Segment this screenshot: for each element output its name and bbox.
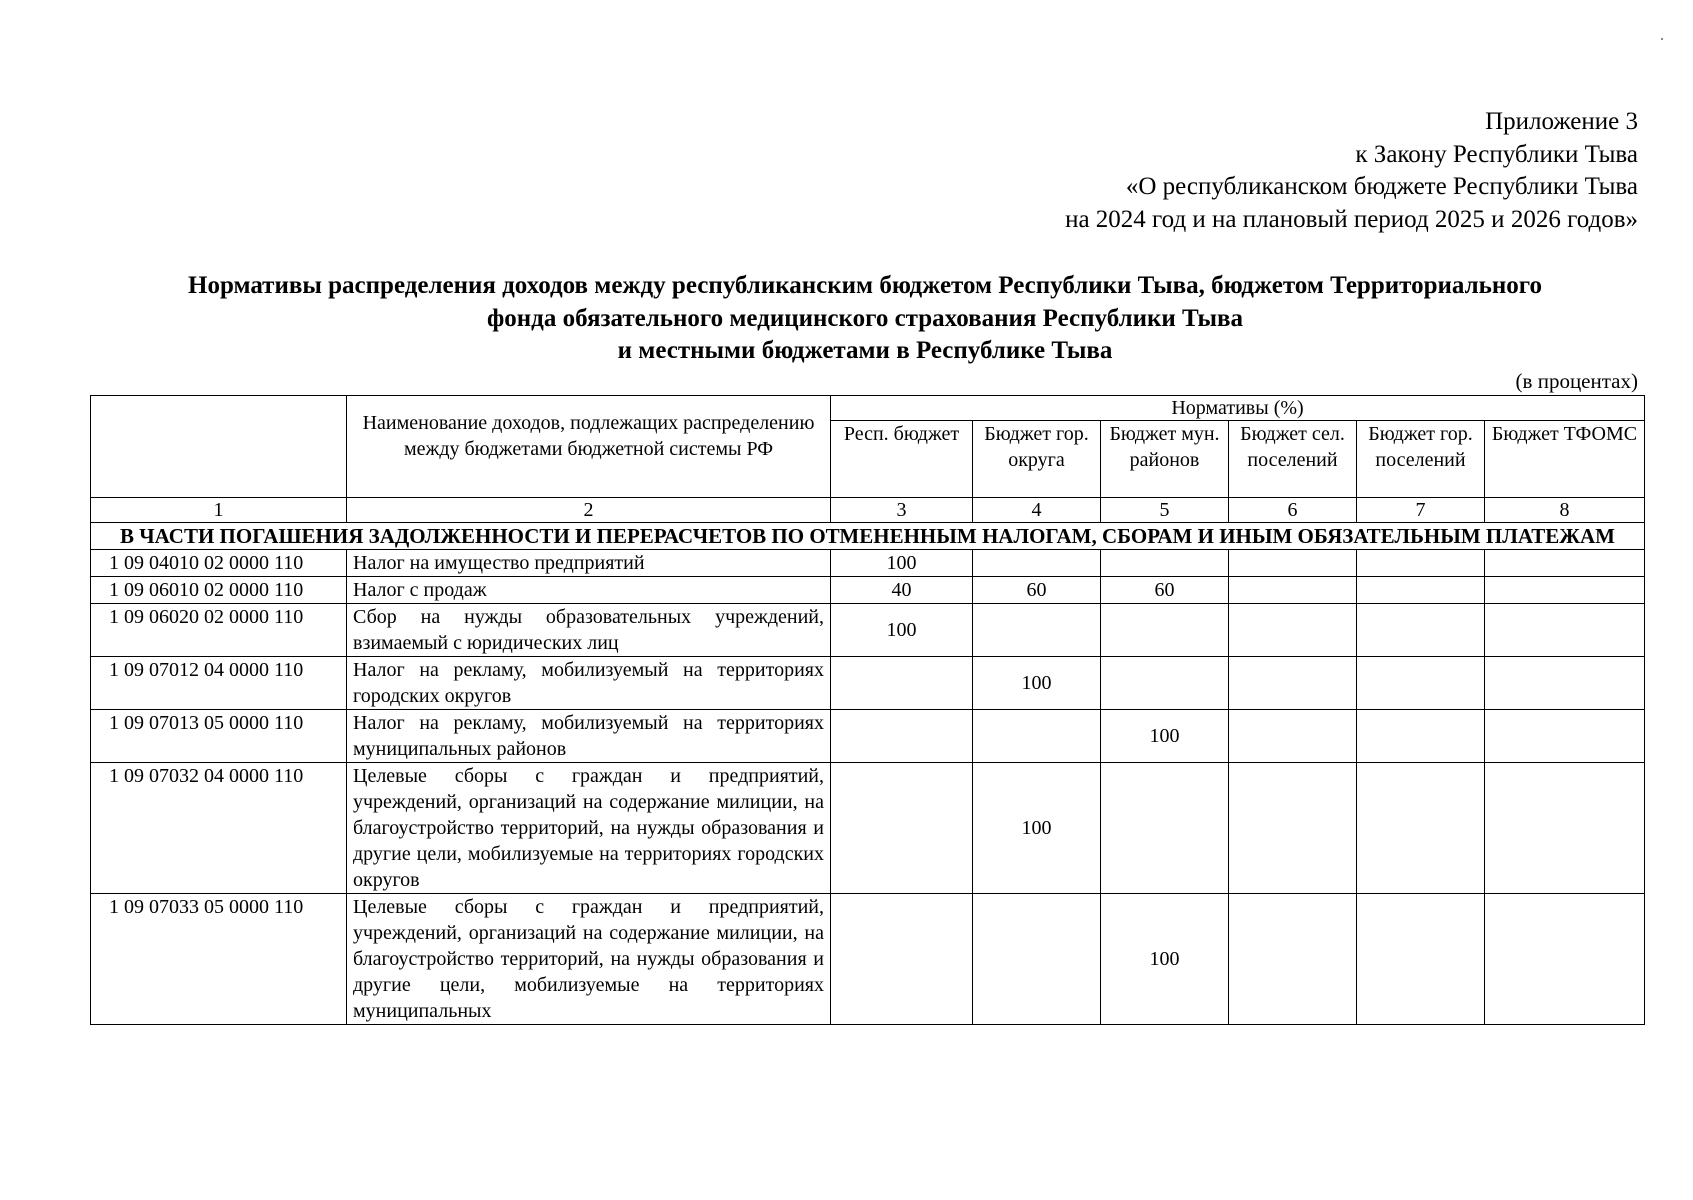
value-sel-pos [1229, 710, 1357, 763]
normatives-table [90, 395, 1645, 1025]
appendix-block [1065, 106, 1638, 236]
value-resp [831, 657, 973, 710]
column-numbers-row [91, 498, 1645, 523]
table-row [91, 604, 1645, 657]
row-code: 1 09 07012 04 0000 110 [91, 657, 347, 710]
value-gor-okrug: 100 [973, 763, 1101, 894]
table-row [91, 657, 1645, 710]
value-resp [831, 710, 973, 763]
header-col-gor-okrug: Бюджет гор. округа [973, 421, 1101, 498]
value-mun-rayon [1101, 550, 1229, 577]
section-header-row [91, 523, 1645, 550]
table-row [91, 763, 1645, 894]
value-tfoms [1485, 604, 1645, 657]
row-code: 1 09 07033 05 0000 110 [91, 894, 347, 1025]
header-col-sel-pos: Бюджет сел. поселений [1229, 421, 1357, 498]
value-sel-pos [1229, 577, 1357, 604]
row-name: Целевые сборы с граждан и предприятий, учреждений, организаций на содержание милиции, на благоустройство территорий, на нужды образования и другие цели, мобилизуемые на территориях муниципальных [347, 894, 831, 1025]
value-resp: 40 [831, 577, 973, 604]
value-resp: 100 [831, 604, 973, 657]
header-normatives: Нормативы (%) [831, 396, 1645, 421]
units-note: (в процентах) [1515, 369, 1638, 393]
table-row [91, 550, 1645, 577]
column-number: 8 [1485, 498, 1645, 523]
value-sel-pos [1229, 894, 1357, 1025]
value-gor-pos [1357, 763, 1485, 894]
title-line-1: Нормативы распределения доходов между республиканским бюджетом Республики Тыва, бюджетом Территориального [188, 272, 1542, 299]
value-gor-okrug: 60 [973, 577, 1101, 604]
table-row [91, 577, 1645, 604]
row-name: Сбор на нужды образовательных учреждений, взимаемый с юридических лиц [347, 604, 831, 657]
value-gor-okrug: 100 [973, 657, 1101, 710]
column-number: 7 [1357, 498, 1485, 523]
title-line-3: и местными бюджетами в Республике Тыва [617, 337, 1113, 364]
value-gor-okrug [973, 550, 1101, 577]
appendix-line-4: на 2024 год и на плановый период 2025 и 2026 годов» [1065, 205, 1638, 233]
column-number: 6 [1229, 498, 1357, 523]
appendix-line-3: «О республиканском бюджете Республики Тыва [1125, 173, 1638, 200]
value-mun-rayon [1101, 604, 1229, 657]
row-code: 1 09 04010 02 0000 110 [91, 550, 347, 577]
value-sel-pos [1229, 763, 1357, 894]
value-sel-pos [1229, 604, 1357, 657]
table-row [91, 710, 1645, 763]
row-name: Налог на рекламу, мобилизуемый на территориях городских округов [347, 657, 831, 710]
header-col-gor-pos: Бюджет гор. поселений [1357, 421, 1485, 498]
column-number: 3 [831, 498, 973, 523]
value-mun-rayon [1101, 657, 1229, 710]
value-gor-pos [1357, 710, 1485, 763]
value-mun-rayon: 60 [1101, 577, 1229, 604]
column-number: 1 [91, 498, 347, 523]
row-name: Налог с продаж [347, 577, 831, 604]
header-col-mun-rayon: Бюджет мун. районов [1101, 421, 1229, 498]
value-tfoms [1485, 550, 1645, 577]
row-name: Целевые сборы с граждан и предприятий, учреждений, организаций на содержание милиции, на благоустройство территорий, на нужды образования и другие цели, мобилизуемые на территориях городских округов [347, 763, 831, 894]
table-row [91, 894, 1645, 1025]
value-resp [831, 894, 973, 1025]
appendix-line-1: Приложение 3 [1485, 108, 1638, 135]
title-line-2: фонда обязательного медицинского страхования Республики Тыва [486, 304, 1244, 332]
row-code: 1 09 06020 02 0000 110 [91, 604, 347, 657]
value-gor-pos [1357, 604, 1485, 657]
header-col-resp: Респ. бюджет [831, 421, 973, 498]
value-gor-okrug [973, 604, 1101, 657]
value-gor-pos [1357, 550, 1485, 577]
column-number: 2 [347, 498, 831, 523]
value-sel-pos [1229, 657, 1357, 710]
value-gor-pos [1357, 894, 1485, 1025]
value-mun-rayon: 100 [1101, 710, 1229, 763]
value-tfoms [1485, 710, 1645, 763]
value-gor-pos [1357, 577, 1485, 604]
appendix-line-2: к Закону Республики Тыва [1355, 140, 1638, 168]
scan-artifact [1661, 38, 1663, 40]
value-resp: 100 [831, 550, 973, 577]
value-tfoms [1485, 763, 1645, 894]
value-gor-okrug [973, 710, 1101, 763]
value-gor-okrug [973, 894, 1101, 1025]
row-name: Налог на рекламу, мобилизуемый на территориях муниципальных районов [347, 710, 831, 763]
row-name: Налог на имущество предприятий [347, 550, 831, 577]
value-sel-pos [1229, 550, 1357, 577]
header-row-1 [91, 396, 1645, 421]
section-title: В ЧАСТИ ПОГАШЕНИЯ ЗАДОЛЖЕННОСТИ И ПЕРЕРАСЧЕТОВ ПО ОТМЕНЕННЫМ НАЛОГАМ, СБОРАМ И ИНЫМ ОБЯЗАТЕЛЬНЫМ ПЛАТЕЖАМ [91, 523, 1645, 550]
row-code: 1 09 07013 05 0000 110 [91, 710, 347, 763]
value-resp [831, 763, 973, 894]
value-mun-rayon: 100 [1101, 894, 1229, 1025]
document-title [85, 270, 1645, 368]
row-code: 1 09 07032 04 0000 110 [91, 763, 347, 894]
row-code: 1 09 06010 02 0000 110 [91, 577, 347, 604]
header-code-cell [91, 396, 347, 498]
value-tfoms [1485, 894, 1645, 1025]
value-mun-rayon [1101, 763, 1229, 894]
header-col-tfoms: Бюджет ТФОМС [1485, 421, 1645, 498]
value-tfoms [1485, 577, 1645, 604]
header-name-cell: Наименование доходов, подлежащих распределению между бюджетами бюджетной системы РФ [347, 396, 831, 498]
column-number: 4 [973, 498, 1101, 523]
column-number: 5 [1101, 498, 1229, 523]
value-gor-pos [1357, 657, 1485, 710]
value-tfoms [1485, 657, 1645, 710]
